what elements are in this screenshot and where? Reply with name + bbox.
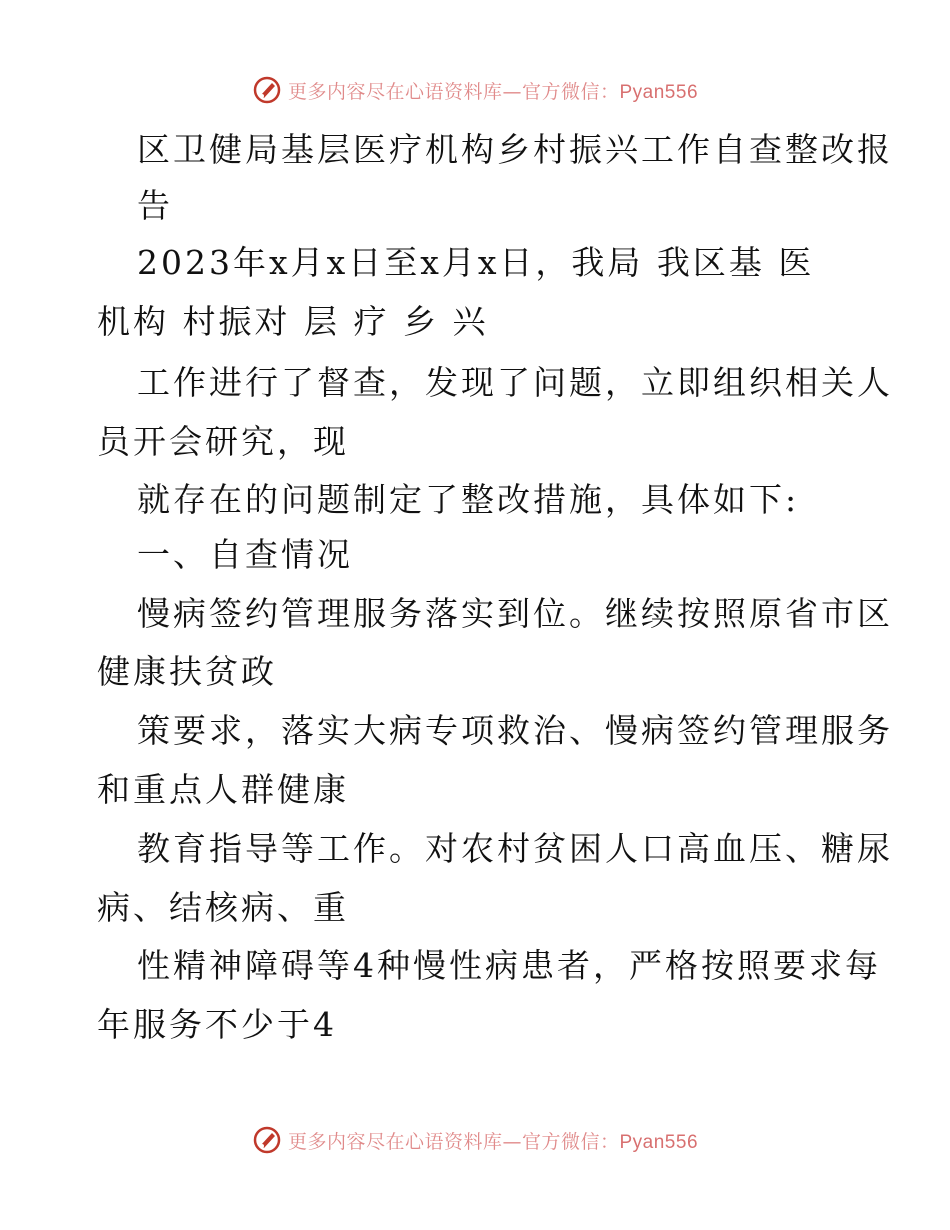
- doc-line: 策要求，落实大病专项救治、慢病签约管理服务: [137, 711, 893, 750]
- section-heading: 一、自查情况: [137, 535, 353, 574]
- doc-line: 2023年x月x日至x月x日，我局 我区基 医: [137, 243, 815, 282]
- brand-logo-icon: [252, 1125, 282, 1155]
- doc-line: 就存在的问题制定了整改措施，具体如下:: [137, 480, 800, 519]
- doc-line: 和重点人群健康: [97, 770, 349, 809]
- footer-watermark: [0, 1120, 950, 1160]
- doc-line: 性精神障碍等4种慢性病患者，严格按照要求每: [137, 946, 881, 985]
- watermark-text: 更多内容尽在心语资料库—官方微信：Pyan556: [287, 1130, 699, 1153]
- brand-logo-icon: [252, 75, 282, 105]
- header-watermark: [0, 70, 950, 110]
- doc-line: 病、结核病、重: [97, 888, 349, 927]
- doc-line: 机构 村振对 层 疗 乡 兴: [97, 302, 489, 341]
- doc-line: 告: [137, 186, 173, 225]
- doc-line: 教育指导等工作。对农村贫困人口高血压、糖尿: [137, 829, 893, 868]
- doc-line: 年服务不少于4: [97, 1005, 337, 1044]
- doc-line: 慢病签约管理服务落实到位。继续按照原省市区: [137, 594, 893, 633]
- doc-line: 工作进行了督查，发现了问题，立即组织相关人: [137, 363, 893, 402]
- doc-line: 健康扶贫政: [97, 652, 277, 691]
- doc-line: 区卫健局基层医疗机构乡村振兴工作自查整改报: [137, 130, 893, 169]
- watermark-text: 更多内容尽在心语资料库—官方微信：Pyan556: [287, 80, 699, 103]
- doc-line: 员开会研究，现: [97, 422, 349, 461]
